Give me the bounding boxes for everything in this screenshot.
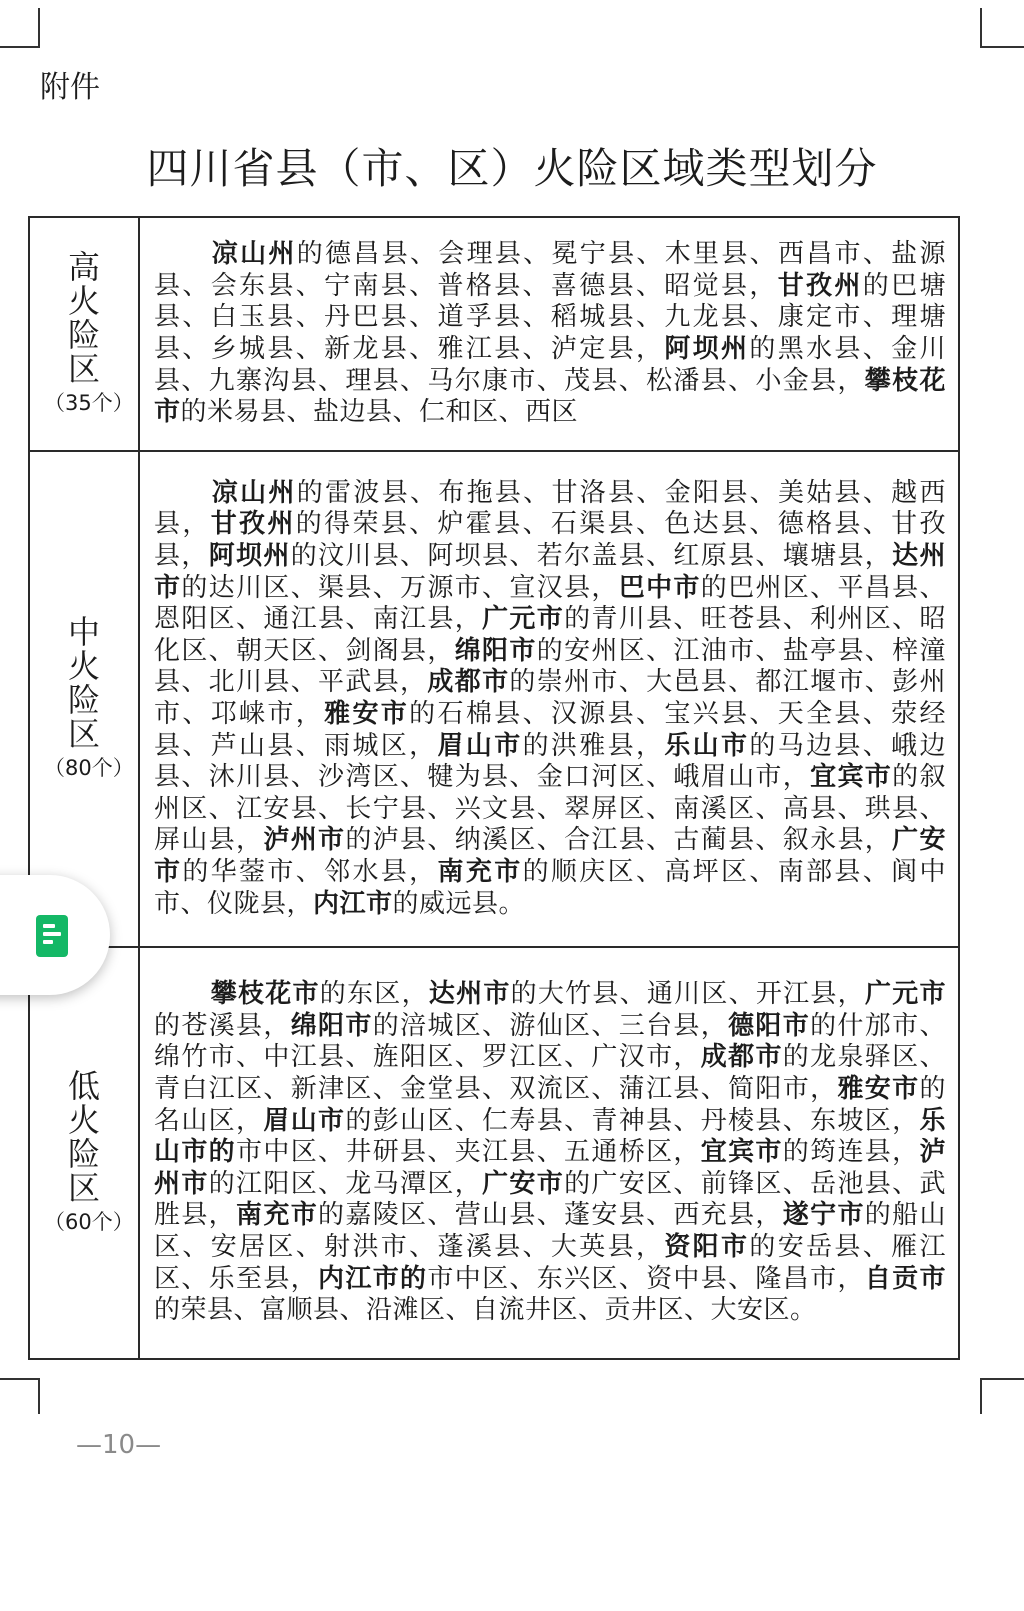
zone-label-cell <box>29 217 139 451</box>
region-name: 达州市 <box>154 541 946 603</box>
county-list: 的龙泉驿区、青白江区、新津区、金堂县、双流区、蒲江县、简阳市， <box>154 1042 946 1105</box>
region-name: 甘孜州 <box>210 509 296 540</box>
region-name: 广元市 <box>482 604 565 635</box>
county-list: 的青川县、旺苍县、利州区、昭化区、朝天区、剑阁县， <box>154 604 946 666</box>
region-name: 攀枝花市 <box>210 979 320 1010</box>
region-name: 凉山州 <box>210 477 297 508</box>
region-name: 内江市的 <box>318 1263 428 1294</box>
fire-risk-zone-table <box>28 216 960 1360</box>
county-list: 的什邡市、绵竹市、中江县、旌阳区、罗江区、广汉市， <box>154 1010 946 1073</box>
region-name: 阿坝州 <box>208 541 291 572</box>
zone-name: 中火险区 <box>67 613 100 753</box>
zone-count: （35个） <box>44 391 134 415</box>
region-name: 雅安市 <box>837 1074 920 1105</box>
region-name: 遂宁市 <box>782 1200 865 1231</box>
county-list: 的洪雅县， <box>522 730 665 761</box>
region-name: 成都市 <box>427 667 510 698</box>
region-name: 资阳市 <box>664 1231 750 1262</box>
crop-mark-top-right-v <box>980 8 982 48</box>
table-row-low <box>29 947 959 1359</box>
region-name: 巴中市 <box>618 572 701 603</box>
crop-mark-bottom-right-h <box>980 1378 1024 1380</box>
county-list: 市中区、东兴区、资中县、隆昌市， <box>427 1263 865 1294</box>
zone-content <box>139 217 959 451</box>
region-name: 内江市 <box>313 888 393 919</box>
region-name: 南充市 <box>437 856 523 887</box>
crop-mark-top-right-h <box>980 46 1024 48</box>
region-name: 乐山市的 <box>154 1105 946 1168</box>
county-list: 的雷波县、布拖县、甘洛县、金阳县、美姑县、越西县， <box>154 477 946 540</box>
region-name: 成都市 <box>700 1042 783 1073</box>
crop-mark-bottom-right-v <box>980 1378 982 1414</box>
county-list: 的名山区， <box>154 1074 946 1136</box>
zone-label-cell <box>29 947 139 1359</box>
region-name: 眉山市 <box>437 730 523 761</box>
region-name: 泸州市 <box>263 825 346 856</box>
region-name: 广元市 <box>864 979 946 1010</box>
region-name: 泸州市 <box>154 1137 946 1199</box>
table-row-high <box>29 217 959 451</box>
county-list: 的德昌县、会理县、冕宁县、木里县、西昌市、盐源县、会东县、宁南县、普格县、喜德县、昭觉县， <box>154 239 946 301</box>
region-name: 乐山市 <box>664 730 750 761</box>
crop-mark-top-left-h <box>0 46 40 48</box>
county-list: 的安州区、江油市、盐亭县、梓潼县、北川县、平武县， <box>154 635 946 698</box>
county-list: 的叙州区、江安县、长宁县、兴文县、翠屏区、南溪区、高县、珙县、屏山县， <box>154 762 946 856</box>
county-list: 的得荣县、炉霍县、石渠县、色达县、德格县、甘孜县， <box>154 509 946 572</box>
table-row-medium <box>29 451 959 947</box>
region-name: 南充市 <box>236 1200 319 1231</box>
county-list: 市中区、井研县、夹江县、五通桥区， <box>236 1137 701 1168</box>
region-name: 凉山州 <box>210 239 297 270</box>
region-name: 阿坝州 <box>664 334 750 364</box>
county-list: 的巴塘县、白玉县、丹巴县、道孚县、稻城县、九龙县、康定市、理塘县、乡城县、新龙县、雅江县、泸定县， <box>154 270 946 364</box>
county-list: 的彭山区、仁寿县、青神县、丹棱县、东坡区， <box>345 1105 920 1136</box>
county-list: 的嘉陵区、营山县、蓬安县、西充县， <box>318 1200 783 1231</box>
county-list: 的广安区、前锋区、岳池县、武胜县， <box>154 1168 946 1231</box>
zone-count: （60个） <box>44 1210 134 1234</box>
county-list: 的筠连县， <box>782 1137 920 1168</box>
region-name: 广安市 <box>482 1168 565 1199</box>
zone-name: 高火险区 <box>67 248 100 388</box>
county-list: 的荣县、富顺县、沿滩区、自流井区、贡井区、大安区。 <box>154 1295 817 1326</box>
zone-count: （80个） <box>44 756 134 780</box>
county-list: 的苍溪县， <box>154 1010 291 1041</box>
crop-mark-bottom-left-v <box>38 1378 40 1414</box>
county-list: 的泸县、纳溪区、合江县、古蔺县、叙永县， <box>345 825 893 856</box>
county-list: 的崇州市、大邑县、都江堰市、彭州市、邛崃市， <box>154 667 946 729</box>
region-name: 眉山市 <box>263 1105 346 1136</box>
page-number: —10— <box>76 1430 162 1460</box>
county-list: 的石棉县、汉源县、宝兴县、天全县、荥经县、芦山县、雨城区， <box>154 699 946 761</box>
region-name: 绵阳市 <box>290 1010 373 1041</box>
zone-name: 低火险区 <box>67 1067 100 1207</box>
county-list: 的大竹县、通川区、开江县， <box>510 979 865 1010</box>
county-list: 的涪城区、游仙区、三台县， <box>372 1010 729 1041</box>
county-list: 的米易县、盐边县、仁和区、西区 <box>180 397 579 428</box>
zone-content <box>139 947 959 1359</box>
zone-label-cell <box>29 451 139 947</box>
county-list: 的达川区、渠县、万源市、宣汉县， <box>181 572 619 603</box>
attachment-label: 附件 <box>40 70 100 105</box>
county-list: 的江阳区、龙马潭区， <box>208 1168 483 1199</box>
region-name: 雅安市 <box>324 699 410 729</box>
crop-mark-bottom-left-h <box>0 1378 40 1380</box>
county-list: 的黑水县、金川县、九寨沟县、理县、马尔康市、茂县、松潘县、小金县， <box>154 334 946 396</box>
document-icon[interactable] <box>36 915 68 957</box>
county-list: 的巴州区、平昌县、恩阳区、通江县、南江县， <box>154 572 946 635</box>
crop-mark-top-left-v <box>38 8 40 48</box>
county-list: 的安岳县、雁江区、乐至县， <box>154 1231 946 1294</box>
region-name: 宜宾市 <box>810 762 893 793</box>
region-name: 达州市 <box>428 979 511 1010</box>
county-list: 的船山区、安居区、射洪市、蓬溪县、大英县， <box>154 1200 946 1262</box>
county-list: 的威远县。 <box>392 888 526 919</box>
county-list: 的马边县、峨边县、沐川县、沙湾区、犍为县、金口河区、峨眉山市， <box>154 730 946 793</box>
county-list: 的汶川县、阿坝县、若尔盖县、红原县、壤塘县， <box>290 541 893 572</box>
region-name: 攀枝花市 <box>154 365 946 428</box>
region-name: 德阳市 <box>728 1010 811 1041</box>
zone-content <box>139 451 959 947</box>
region-name: 绵阳市 <box>454 635 537 666</box>
county-list: 的顺庆区、高坪区、南部县、阆中市、仪陇县， <box>154 856 946 919</box>
county-list: 的东区， <box>319 979 429 1010</box>
region-name: 甘孜州 <box>777 270 863 301</box>
county-list: 的华蓥市、邻水县， <box>182 856 438 887</box>
region-name: 广安市 <box>154 825 946 887</box>
region-name: 自贡市 <box>864 1263 946 1294</box>
document-title: 四川省县（市、区）火险区域类型划分 <box>146 144 878 193</box>
region-name: 宜宾市 <box>700 1137 783 1168</box>
